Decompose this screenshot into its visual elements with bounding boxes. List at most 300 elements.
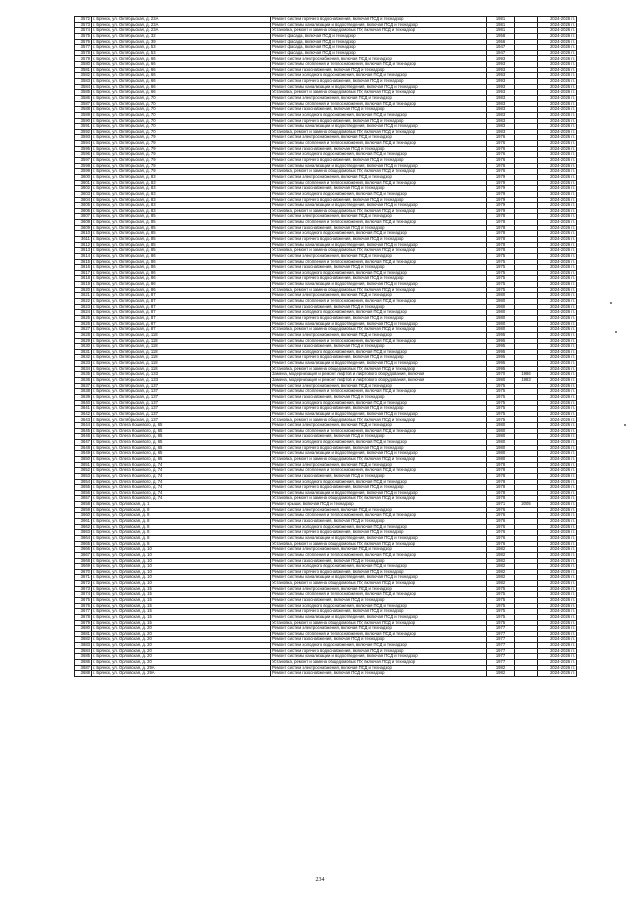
row-period: 2024-2026 гг.: [538, 507, 577, 513]
row-number: 3588: [75, 107, 92, 113]
row-number: 3633: [75, 361, 92, 367]
row-year: 1979: [487, 203, 515, 209]
table-row: [75, 265, 577, 271]
row-address: г. Брянск, ул. Октябрьская, д. 66: [92, 84, 271, 90]
row-address: г. Брянск, ул. Орловская, д. 8: [92, 513, 271, 519]
row-period: 2024-2026 гг.: [538, 456, 577, 462]
row-year: 1993: [487, 84, 515, 90]
row-work-type: Ремонт систем горячего водоснабжения, включая ПСД и технадзор: [271, 485, 487, 491]
row-work-type: Установка, ремонт и замена общедомовых ПУ, включая ПСД и технадзор: [271, 90, 487, 96]
table-row: [75, 141, 577, 147]
row-period: 2024-2026 гг.: [538, 620, 577, 626]
row-period: 2024-2026 гг.: [538, 253, 577, 259]
scan-speck: [624, 424, 626, 426]
row-period: 2024-2026 гг.: [538, 344, 577, 350]
row-period: 2024-2026 гг.: [538, 225, 577, 231]
row-period: 2024-2026 гг.: [538, 73, 577, 79]
row-period: 2024-2026 гг.: [538, 315, 577, 321]
row-year: 1978: [487, 214, 515, 220]
row-address: г. Брянск, ул. Октябрьская, д. 70: [92, 118, 271, 124]
row-number: 3660: [75, 513, 92, 519]
table-row: [75, 174, 577, 180]
row-work-type: Ремонт систем холодного водоснабжения, включая ПСД и технадзор: [271, 349, 487, 355]
row-address: г. Брянск, ул. Орловская, д. 29А: [92, 665, 271, 671]
row-number: 3605: [75, 203, 92, 209]
row-year: 1981: [487, 28, 515, 34]
row-address: г. Брянск, ул. Октябрьская, д. 83: [92, 197, 271, 203]
row-work-type: Ремонт системы отопления и теплоснабжения, включая ПСД и технадзор: [271, 259, 487, 265]
row-number: 3674: [75, 592, 92, 598]
row-year: 1982: [487, 569, 515, 575]
row-year: 1980: [487, 327, 515, 333]
row-address: г. Брянск, ул. Октябрьская, д. 53: [92, 50, 271, 56]
row-year: 1975: [487, 265, 515, 271]
row-year: 1978: [487, 468, 515, 474]
table-row: [75, 490, 577, 496]
row-number: 3574: [75, 28, 92, 34]
row-address: г. Брянск, ул. Октябрьская, д. 133: [92, 378, 271, 384]
row-period: 2024-2026 гг.: [538, 79, 577, 85]
row-address: г. Брянск, ул. Октябрьская, д. 137: [92, 406, 271, 412]
table-row: [75, 17, 577, 23]
row-year: 1970: [487, 372, 515, 378]
row-year: 1993: [487, 90, 515, 96]
row-address: г. Брянск, ул. Октябрьская, д. 86: [92, 276, 271, 282]
table-row: [75, 451, 577, 457]
row-number: 3585: [75, 90, 92, 96]
row-work-type: Установка, ремонт и замена общедомовых ПУ, включая ПСД и технадзор: [271, 496, 487, 502]
row-address: г. Брянск, ул. Октябрьская, д. 70: [92, 95, 271, 101]
row-period: 2024-2026 гг.: [538, 236, 577, 242]
table-row: [75, 344, 577, 350]
row-work-type: Ремонт систем газоснабжения, включая ПСД и технадзор: [271, 265, 487, 271]
table-row: [75, 366, 577, 372]
row-period: 2024-2026 гг.: [538, 581, 577, 587]
row-work-type: Ремонт крыши, включая ПСД и технадзор: [271, 502, 487, 508]
row-number: 3612: [75, 242, 92, 248]
row-number: 3682: [75, 637, 92, 643]
row-address: г. Брянск, ул. Октябрьская, д. 83: [92, 174, 271, 180]
row-year: 1977: [487, 637, 515, 643]
row-number: 3653: [75, 473, 92, 479]
row-address: г. Брянск, ул. Октябрьская, д. 86: [92, 265, 271, 271]
row-year-previous-repair: 2005: [515, 502, 538, 508]
row-address: г. Брянск, ул. Октябрьская, д. 137: [92, 411, 271, 417]
row-address: г. Брянск, ул. Орловская, д. 15: [92, 614, 271, 620]
row-period: 2024-2026 гг.: [538, 400, 577, 406]
row-year: 1978: [487, 496, 515, 502]
row-work-type: Ремонт систем газоснабжения, включая ПСД и технадзор: [271, 225, 487, 231]
row-period: 2024-2026 гг.: [538, 665, 577, 671]
row-address: г. Брянск, ул. Октябрьская, д. 70: [92, 112, 271, 118]
row-period: 2024-2026 гг.: [538, 496, 577, 502]
row-period: 2024-2026 гг.: [538, 332, 577, 338]
row-address: г. Брянск, ул. Орловская, д. 10: [92, 558, 271, 564]
table-row: [75, 299, 577, 305]
row-number: 3589: [75, 112, 92, 118]
table-row: [75, 163, 577, 169]
row-address: г. Брянск, ул. Орловская, д. 10: [92, 581, 271, 587]
row-work-type: Установка, ремонт и замена общедомовых ПУ, включая ПСД и технадзор: [271, 327, 487, 333]
row-period: 2024-2026 гг.: [538, 327, 577, 333]
row-year: 1978: [487, 225, 515, 231]
row-number: 3670: [75, 569, 92, 575]
row-address: г. Брянск, ул. Орловская, д. 8: [92, 530, 271, 536]
row-period: 2024-2026 гг.: [538, 502, 577, 508]
table-row: [75, 287, 577, 293]
row-year: 1979: [487, 191, 515, 197]
row-address: г. Брянск, ул. Олега Кошевого, д. 65: [92, 423, 271, 429]
row-number: 3661: [75, 519, 92, 525]
row-number: 3668: [75, 558, 92, 564]
row-year: 1983: [487, 124, 515, 130]
row-number: 3586: [75, 95, 92, 101]
row-number: 3581: [75, 67, 92, 73]
row-work-type: Ремонт систем электроснабжения, включая ПСД и технадзор: [271, 293, 487, 299]
row-number: 3636: [75, 378, 92, 384]
row-work-type: Ремонт систем электроснабжения, включая ПСД и технадзор: [271, 665, 487, 671]
row-address: г. Брянск, ул. Олега Кошевого, д. 74: [92, 468, 271, 474]
row-work-type: Ремонт систем горячего водоснабжения, включая ПСД и технадзор: [271, 445, 487, 451]
row-period: 2024-2026 гг.: [538, 163, 577, 169]
row-year: 1979: [487, 197, 515, 203]
row-year: 1977: [487, 631, 515, 637]
row-number: 3601: [75, 180, 92, 186]
row-work-type: Ремонт систем холодного водоснабжения, включая ПСД и технадзор: [271, 112, 487, 118]
row-number: 3687: [75, 665, 92, 671]
table-row: [75, 95, 577, 101]
row-period: 2024-2026 гг.: [538, 473, 577, 479]
row-number: 3637: [75, 383, 92, 389]
row-period: 2024-2026 гг.: [538, 485, 577, 491]
row-address: г. Брянск, ул. Олега Кошевого, д. 74: [92, 473, 271, 479]
row-year: 1975: [487, 394, 515, 400]
table-row: [75, 112, 577, 118]
row-year: 1975: [487, 603, 515, 609]
row-work-type: Ремонт системы отопления и теплоснабжения, включая ПСД и технадзор: [271, 101, 487, 107]
row-address: г. Брянск, ул. Олега Кошевого, д. 74: [92, 485, 271, 491]
row-number: 3604: [75, 197, 92, 203]
row-period: 2024-2026 гг.: [538, 197, 577, 203]
table-row: [75, 389, 577, 395]
row-period: 2024-2026 гг.: [538, 152, 577, 158]
row-year: 1995: [487, 344, 515, 350]
table-row: [75, 135, 577, 141]
row-period: 2024-2026 гг.: [538, 28, 577, 34]
row-number: 3579: [75, 56, 92, 62]
row-period: 2024-2026 гг.: [538, 411, 577, 417]
row-number: 3597: [75, 158, 92, 164]
row-year: 1976: [487, 524, 515, 530]
row-period: 2024-2026 гг.: [538, 631, 577, 637]
row-period: 2024-2026 гг.: [538, 406, 577, 412]
row-work-type: Ремонт систем холодного водоснабжения, включая ПСД и технадзор: [271, 270, 487, 276]
row-work-type: Установка, ремонт и замена общедомовых ПУ, включая ПСД и технадзор: [271, 541, 487, 547]
row-address: г. Брянск, ул. Орловская, д. 15: [92, 603, 271, 609]
row-address: г. Брянск, ул. Олега Кошевого, д. 65: [92, 451, 271, 457]
row-address: г. Брянск, ул. Олега Кошевого, д. 74: [92, 496, 271, 502]
row-address: г. Брянск, ул. Орловская, д. 15: [92, 592, 271, 598]
row-year: 1980: [487, 445, 515, 451]
row-address: г. Брянск, ул. Октябрьская, д. 23А: [92, 28, 271, 34]
row-work-type: Ремонт системы канализации и водоотведения, включая ПСД и технадзор: [271, 282, 487, 288]
table-row: [75, 39, 577, 45]
row-address: г. Брянск, ул. Октябрьская, д. 118: [92, 344, 271, 350]
table-row: [75, 248, 577, 254]
row-number: 3635: [75, 372, 92, 378]
row-number: 3621: [75, 293, 92, 299]
row-year: 1975: [487, 383, 515, 389]
row-number: 3572: [75, 17, 92, 23]
row-number: 3596: [75, 152, 92, 158]
row-number: 3591: [75, 124, 92, 130]
row-year: 1993: [487, 67, 515, 73]
capital-repair-register-table: [74, 16, 577, 677]
row-address: г. Брянск, ул. Октябрьская, д. 70: [92, 107, 271, 113]
table-row: [75, 332, 577, 338]
row-work-type: Ремонт систем горячего водоснабжения, включая ПСД и технадзор: [271, 158, 487, 164]
row-number: 3593: [75, 135, 92, 141]
row-year: 1976: [487, 146, 515, 152]
table-row: [75, 338, 577, 344]
row-number: 3683: [75, 643, 92, 649]
row-work-type: Ремонт системы отопления и теплоснабжения, включая ПСД и технадзор: [271, 389, 487, 395]
row-year: 1947: [487, 45, 515, 51]
table-row: [75, 56, 577, 62]
row-period: 2024-2026 гг.: [538, 575, 577, 581]
row-number: 3673: [75, 586, 92, 592]
row-period: 2024-2026 гг.: [538, 383, 577, 389]
row-period: 2024-2026 гг.: [538, 558, 577, 564]
table-row: [75, 609, 577, 615]
row-address: г. Брянск, ул. Октябрьская, д. 83: [92, 208, 271, 214]
row-work-type: Ремонт систем холодного водоснабжения, включая ПСД и технадзор: [271, 73, 487, 79]
row-work-type: Ремонт систем газоснабжения, включая ПСД и технадзор: [271, 107, 487, 113]
row-period: 2024-2026 гг.: [538, 366, 577, 372]
table-row: [75, 129, 577, 135]
row-address: г. Брянск, ул. Октябрьская, д. 118: [92, 355, 271, 361]
row-year: 1977: [487, 660, 515, 666]
row-number: 3594: [75, 141, 92, 147]
table-row: [75, 485, 577, 491]
row-year: 1982: [487, 665, 515, 671]
row-work-type: Ремонт систем электроснабжения, включая ПСД и технадзор: [271, 253, 487, 259]
row-number: 3599: [75, 169, 92, 175]
row-address: г. Брянск, ул. Орловская, д. 10: [92, 575, 271, 581]
row-period: 2024-2026 гг.: [538, 614, 577, 620]
row-address: г. Брянск, ул. Октябрьская, д. 66: [92, 73, 271, 79]
table-row: [75, 107, 577, 113]
row-work-type: Установка, ремонт и замена общедомовых ПУ, включая ПСД и технадзор: [271, 417, 487, 423]
row-year: 1975: [487, 417, 515, 423]
table-row: [75, 631, 577, 637]
row-work-type: Установка, ремонт и замена общедомовых ПУ, включая ПСД и технадзор: [271, 366, 487, 372]
table-row: [75, 208, 577, 214]
row-work-type: Ремонт системы отопления и теплоснабжения, включая ПСД и технадзор: [271, 592, 487, 598]
row-year: 1975: [487, 270, 515, 276]
row-year: 1980: [487, 315, 515, 321]
row-period: 2024-2026 гг.: [538, 129, 577, 135]
table-row: [75, 321, 577, 327]
table-row: [75, 660, 577, 666]
row-period: 2024-2026 гг.: [538, 90, 577, 96]
row-work-type: Ремонт систем электроснабжения, включая ПСД и технадзор: [271, 56, 487, 62]
row-address: г. Брянск, ул. Октябрьская, д. 79: [92, 152, 271, 158]
row-year: 1982: [487, 581, 515, 587]
row-period: 2024-2026 гг.: [538, 141, 577, 147]
table-row: [75, 293, 577, 299]
row-period: 2024-2026 гг.: [538, 626, 577, 632]
row-year: 1980: [487, 321, 515, 327]
row-period: 2024-2026 гг.: [538, 214, 577, 220]
row-period: 2024-2026 гг.: [538, 445, 577, 451]
row-address: г. Брянск, ул. Октябрьская, д. 87: [92, 315, 271, 321]
row-period: 2024-2026 гг.: [538, 490, 577, 496]
row-address: г. Брянск, ул. Олега Кошевого, д. 65: [92, 445, 271, 451]
row-work-type: Ремонт систем холодного водоснабжения, включая ПСД и технадзор: [271, 152, 487, 158]
row-address: г. Брянск, ул. Октябрьская, д. 66: [92, 67, 271, 73]
row-year: 1978: [487, 231, 515, 237]
row-number: 3577: [75, 45, 92, 51]
row-work-type: Ремонт систем горячего водоснабжения, включая ПСД и технадзор: [271, 315, 487, 321]
row-period: 2024-2026 гг.: [538, 597, 577, 603]
table-row: [75, 146, 577, 152]
row-work-type: Установка, ремонт и замена общедомовых ПУ, включая ПСД и технадзор: [271, 248, 487, 254]
row-number: 3598: [75, 163, 92, 169]
row-address: г. Брянск, ул. Олега Кошевого, д. 74: [92, 479, 271, 485]
table-row: [75, 84, 577, 90]
row-number: 3652: [75, 468, 92, 474]
row-period: 2024-2026 гг.: [538, 530, 577, 536]
row-number: 3646: [75, 434, 92, 440]
row-address: г. Брянск, ул. Орловская, д. 15: [92, 597, 271, 603]
register-page: [74, 16, 574, 872]
row-work-type: Установка, ремонт и замена общедомовых ПУ, включая ПСД и технадзор: [271, 169, 487, 175]
row-work-type: Установка, ремонт и замена общедомовых ПУ, включая ПСД и технадзор: [271, 456, 487, 462]
row-year: 1980: [487, 440, 515, 446]
table-row: [75, 654, 577, 660]
row-work-type: Ремонт системы отопления и теплоснабжения, включая ПСД и технадзор: [271, 338, 487, 344]
row-address: г. Брянск, ул. Октябрьская, д. 87: [92, 299, 271, 305]
row-address: г. Брянск, ул. Орловская, д. 20: [92, 648, 271, 654]
row-number: 3643: [75, 417, 92, 423]
table-row: [75, 203, 577, 209]
table-row: [75, 383, 577, 389]
row-year: 1976: [487, 135, 515, 141]
row-period: 2024-2026 гг.: [538, 541, 577, 547]
row-period: 2024-2026 гг.: [538, 84, 577, 90]
row-year: 1979: [487, 186, 515, 192]
row-number: 3647: [75, 440, 92, 446]
row-address: г. Брянск, ул. Олега Кошевого, д. 65: [92, 456, 271, 462]
table-row: [75, 191, 577, 197]
row-address: г. Брянск, ул. Октябрьская, д. 87: [92, 327, 271, 333]
row-year: 1980: [487, 293, 515, 299]
row-year: 1975: [487, 282, 515, 288]
row-work-type: Ремонт систем горячего водоснабжения, включая ПСД и технадзор: [271, 197, 487, 203]
row-period: 2024-2026 гг.: [538, 270, 577, 276]
row-address: г. Брянск, ул. Октябрьская, д. 86: [92, 253, 271, 259]
row-address: г. Брянск, ул. Октябрьская, д. 137: [92, 383, 271, 389]
row-number: 3672: [75, 581, 92, 587]
row-number: 3631: [75, 349, 92, 355]
row-period: 2024-2026 гг.: [538, 259, 577, 265]
row-work-type: Ремонт системы отопления и теплоснабжения, включая ПСД и технадзор: [271, 631, 487, 637]
row-period: 2024-2026 гг.: [538, 50, 577, 56]
table-row: [75, 259, 577, 265]
row-number: 3679: [75, 620, 92, 626]
row-work-type: Ремонт систем электроснабжения, включая ПСД и технадзор: [271, 383, 487, 389]
row-address: г. Брянск, ул. Орловская, д. 8: [92, 524, 271, 530]
row-period: 2024-2026 гг.: [538, 552, 577, 558]
row-year: 1976: [487, 513, 515, 519]
row-year: 1976: [487, 507, 515, 513]
row-year: 1977: [487, 648, 515, 654]
row-year: 1975: [487, 586, 515, 592]
row-address: г. Брянск, ул. Октябрьская, д. 137: [92, 394, 271, 400]
row-period: 2024-2026 гг.: [538, 33, 577, 39]
row-work-type: Ремонт систем холодного водоснабжения, включая ПСД и технадзор: [271, 564, 487, 570]
row-address: г. Брянск, ул. Октябрьская, д. 53: [92, 45, 271, 51]
row-work-type: Ремонт систем электроснабжения, включая ПСД и технадзор: [271, 95, 487, 101]
row-year: 1976: [487, 163, 515, 169]
row-address: г. Брянск, ул. Олега Кошевого, д. 65: [92, 428, 271, 434]
table-row: [75, 372, 577, 378]
row-number: 3619: [75, 282, 92, 288]
row-address: г. Брянск, ул. Октябрьская, д. 87: [92, 304, 271, 310]
row-number: 3595: [75, 146, 92, 152]
row-period: 2024-2026 гг.: [538, 355, 577, 361]
row-address: г. Брянск, ул. Орловская, д. 15: [92, 620, 271, 626]
row-year: 1983: [487, 107, 515, 113]
row-period: 2024-2026 гг.: [538, 22, 577, 28]
row-address: г. Брянск, ул. Октябрьская, д. 85: [92, 214, 271, 220]
row-year: 1982: [487, 564, 515, 570]
row-period: 2024-2026 гг.: [538, 372, 577, 378]
table-row: [75, 101, 577, 107]
row-number: 3603: [75, 191, 92, 197]
row-number: 3665: [75, 541, 92, 547]
row-work-type: Ремонт систем горячего водоснабжения, включая ПСД и технадзор: [271, 648, 487, 654]
row-number: 3611: [75, 236, 92, 242]
row-number: 3614: [75, 253, 92, 259]
row-address: г. Брянск, ул. Октябрьская, д. 86: [92, 287, 271, 293]
table-row: [75, 282, 577, 288]
row-work-type: Ремонт системы отопления и теплоснабжения, включая ПСД и технадзор: [271, 299, 487, 305]
row-number: 3656: [75, 490, 92, 496]
row-address: г. Брянск, ул. Октябрьская, д. 79: [92, 146, 271, 152]
row-address: г. Брянск, ул. Орловская, д. 10: [92, 569, 271, 575]
row-number: 3608: [75, 220, 92, 226]
row-number: 3616: [75, 265, 92, 271]
row-period: 2024-2026 гг.: [538, 321, 577, 327]
table-row: [75, 304, 577, 310]
row-year: 1982: [487, 547, 515, 553]
row-address: г. Брянск, ул. Октябрьская, д. 85: [92, 220, 271, 226]
row-year: 1975: [487, 597, 515, 603]
row-period: 2024-2026 гг.: [538, 17, 577, 23]
row-work-type: Ремонт систем электроснабжения, включая ПСД и технадзор: [271, 332, 487, 338]
row-work-type: Ремонт системы отопления и теплоснабжения, включая ПСД и технадзор: [271, 428, 487, 434]
row-address: г. Брянск, ул. Орловская, д. 20: [92, 643, 271, 649]
row-address: г. Брянск, ул. Октябрьская, д. 118: [92, 361, 271, 367]
row-number: 3677: [75, 609, 92, 615]
row-number: 3634: [75, 366, 92, 372]
row-number: 3606: [75, 208, 92, 214]
row-work-type: Ремонт системы канализации и водоотведения, включая ПСД и технадзор: [271, 84, 487, 90]
row-address: г. Брянск, ул. Октябрьская, д. 70: [92, 101, 271, 107]
row-year: 1993: [487, 56, 515, 62]
